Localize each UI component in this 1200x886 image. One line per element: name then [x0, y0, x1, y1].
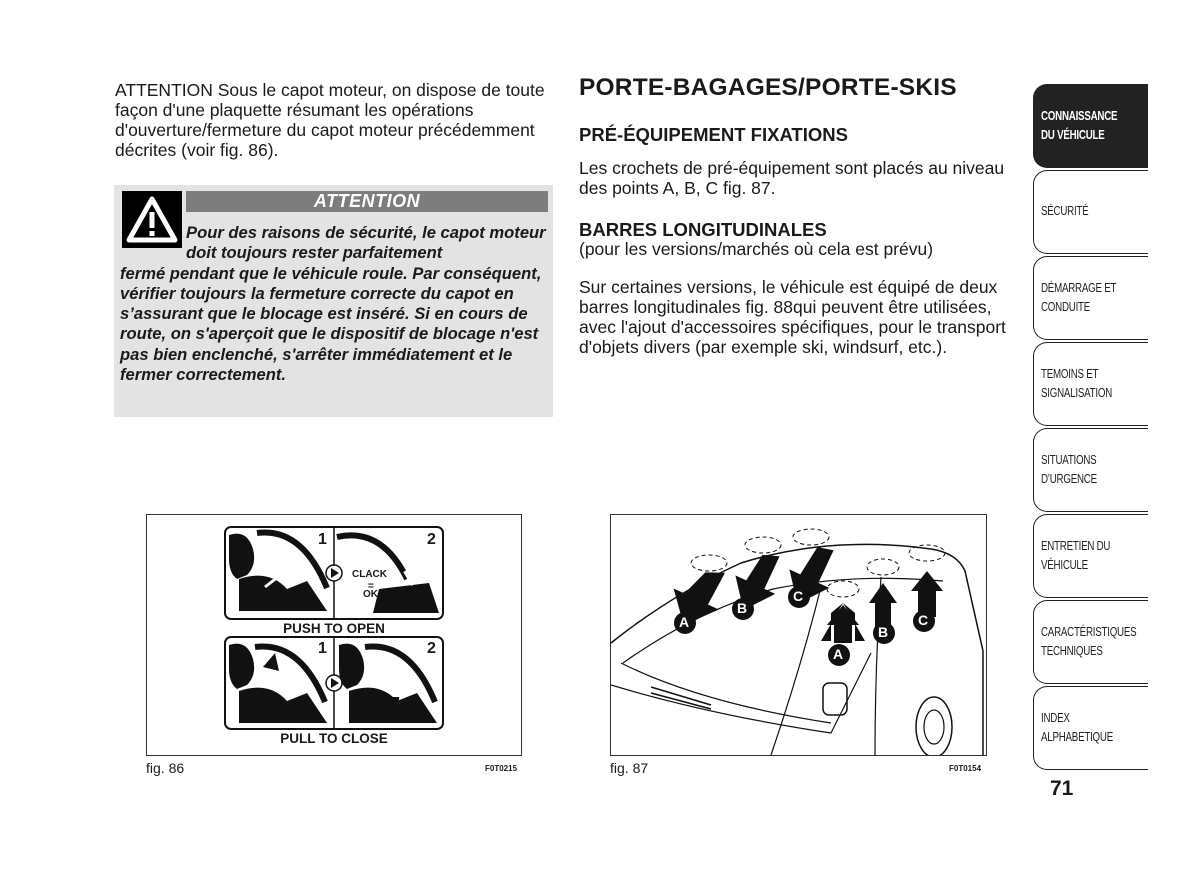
- roof-bars-note: (pour les versions/marchés où cela est prévu): [579, 239, 934, 259]
- roof-bars-paragraph: Sur certaines versions, le véhicule est équipé de deux barres longitudinales fig. 88qui peuvent être utilisées, avec l'ajout d'accessoires spécifiques, pour le transport d'objets divers (par exemple ski, windsurf, etc.).: [579, 277, 1006, 357]
- tab-label: TEMOINS ET SIGNALISATION: [1041, 367, 1113, 400]
- tab-caracteristiques-techniques[interactable]: [1033, 600, 1148, 684]
- intro-paragraph: ATTENTION Sous le capot moteur, on dispose de toute façon d'une plaquette résumant les opérations d'ouverture/fermeture du capot moteur précédemment décrites (voir fig. 86).: [115, 80, 545, 160]
- figure-87-roof-diagram: [610, 514, 987, 756]
- warning-text: [120, 223, 548, 385]
- fig87-marker-a-left: A: [679, 614, 690, 630]
- pre-equipment-paragraph: Les crochets de pré-équipement sont placés au niveau des points A, B, C fig. 87.: [579, 158, 1005, 198]
- warning-text-lead: Pour des raisons de sécurité, le capot moteur doit toujours rester parfaitement: [186, 223, 546, 263]
- fig86-ok: OK: [363, 589, 378, 600]
- fig86-code: F0T0215: [485, 764, 518, 773]
- figure-86-bonnet-diagram: [146, 514, 522, 756]
- tab-securite[interactable]: [1033, 170, 1148, 254]
- warning-title: ATTENTION: [313, 191, 421, 211]
- subheading-roof-bars: BARRES LONGITUDINALES: [579, 219, 827, 240]
- tab-label: SÉCURITÉ: [1041, 204, 1089, 218]
- warning-text-body: fermé pendant que le véhicule roule. Par conséquent, vérifier toujours la fermeture correcte du capot en s’assurant que le blocage est inséré. Si en cours de route, on s'aperçoit que le dispositif de blocage n'est pas bien enclenché, s'arrêter immédiatement et le fermer correctement.: [120, 263, 542, 385]
- tab-temoins-signalisation[interactable]: [1033, 342, 1148, 426]
- tab-label: CARACTÉRISTIQUES TECHNIQUES: [1041, 625, 1137, 658]
- tab-situations-urgence[interactable]: [1033, 428, 1148, 512]
- tab-connaissance-vehicule[interactable]: [1033, 84, 1148, 168]
- fig86-step-2-bottom: 2: [427, 640, 436, 657]
- tab-index-alphabetique[interactable]: [1033, 686, 1148, 770]
- fig86-close-caption: PULL TO CLOSE: [280, 731, 388, 746]
- fig86-equals: =: [368, 581, 374, 592]
- fig86-clack: CLACK: [352, 569, 387, 580]
- tab-entretien-vehicule[interactable]: [1033, 514, 1148, 598]
- tab-label: INDEX ALPHABETIQUE: [1041, 711, 1113, 744]
- fig87-code: F0T0154: [949, 764, 982, 773]
- fig87-marker-a-right: A: [833, 646, 844, 662]
- fig87-marker-b-right: B: [878, 624, 889, 640]
- subheading-pre-equipment: PRÉ-ÉQUIPEMENT FIXATIONS: [579, 124, 848, 145]
- fig86-label: fig. 86: [146, 760, 185, 776]
- fig86-step-2-top: 2: [427, 531, 436, 548]
- fig86-step-1-top: 1: [318, 531, 327, 548]
- tab-label: SITUATIONS D’URGENCE: [1041, 453, 1097, 486]
- tab-demarrage-conduite[interactable]: [1033, 256, 1148, 340]
- fig87-label: fig. 87: [610, 760, 649, 776]
- page-number: 71: [1050, 777, 1074, 800]
- fig87-marker-b-left: B: [737, 600, 748, 616]
- fig87-marker-c-right: C: [918, 612, 929, 628]
- tab-label: ENTRETIEN DU VÉHICULE: [1041, 539, 1111, 572]
- fig87-marker-c-left: C: [793, 588, 804, 604]
- chapter-tab-sidebar: [1033, 84, 1148, 772]
- fig86-step-1-bottom: 1: [318, 640, 327, 657]
- fig86-open-caption: PUSH TO OPEN: [283, 621, 385, 636]
- tab-label: CONNAISSANCE DU VÉHICULE: [1041, 109, 1118, 142]
- tab-label: DÉMARRAGE ET CONDUITE: [1041, 281, 1117, 314]
- section-title: PORTE-BAGAGES/PORTE-SKIS: [579, 74, 957, 101]
